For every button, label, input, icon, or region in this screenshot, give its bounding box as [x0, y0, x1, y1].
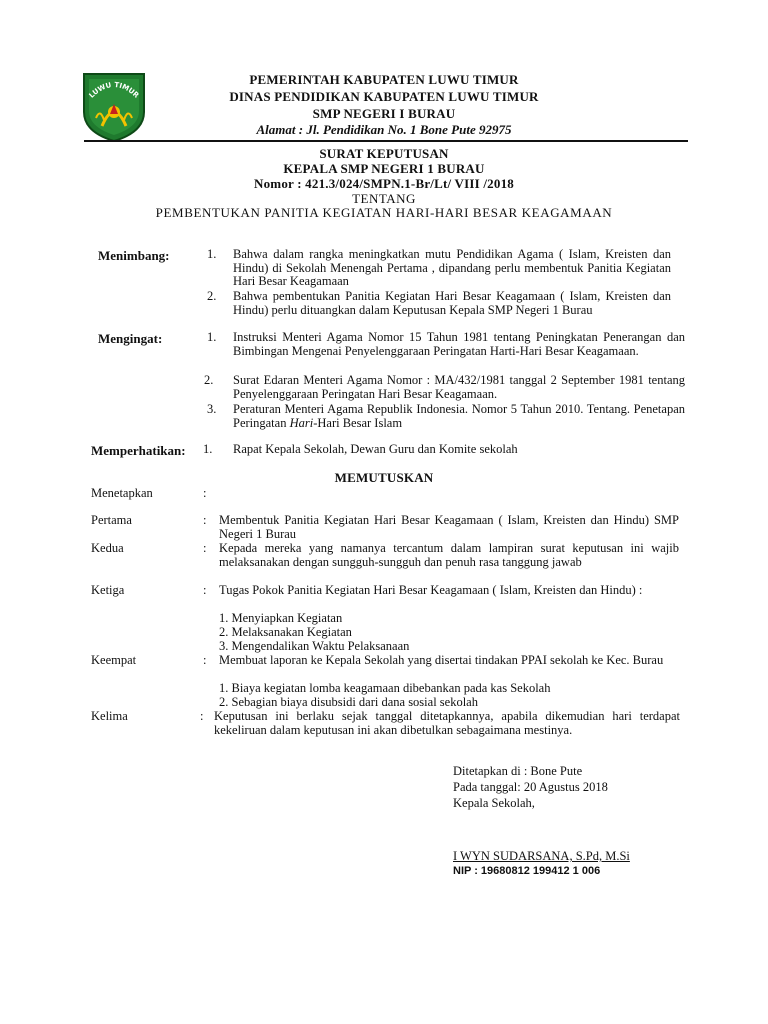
pertama-colon: :: [203, 513, 207, 527]
signature-nip: NIP : 19680812 199412 1 006: [453, 865, 601, 877]
keempat-label: Keempat: [91, 653, 137, 667]
signature-position: Kepala Sekolah,: [453, 796, 535, 810]
ketiga-subitem-1: 1. Menyiapkan Kegiatan: [219, 611, 343, 625]
keempat-subitem-2: 2. Sebagian biaya disubsidi dari dana sosial sekolah: [219, 695, 478, 709]
keempat-subitem-1: 1. Biaya kegiatan lomba keagamaan dibebankan pada kas Sekolah: [219, 681, 551, 695]
decree-issuer: KEPALA SMP NEGERI 1 BURAU: [283, 161, 485, 176]
letterhead-line-1: PEMERINTAH KABUPATEN LUWU TIMUR: [249, 72, 519, 87]
letterhead-line-3: SMP NEGERI I BURAU: [312, 106, 456, 121]
ketiga-label: Ketiga: [91, 583, 125, 597]
keempat-text: Membuat laporan ke Kepala Sekolah yang disertai tindakan PPAI sekolah ke Kec. Burau: [219, 653, 664, 667]
kedua-text: Kepada mereka yang namanya tercantum dalam lampiran surat keputusan ini wajib melaksanakan dengan sungguh-sungguh dan penuh rasa tanggung jawab: [219, 541, 679, 569]
menimbang-label: Menimbang:: [98, 248, 170, 263]
mengingat-label: Mengingat:: [98, 331, 163, 346]
menimbang-2-text: Bahwa pembentukan Panitia Kegiatan Hari Besar Keagamaan ( Islam, Kreisten dan Hindu) perlu dituangkan dalam Keputusan Kepala SMP Negeri 1 Burau: [233, 289, 671, 317]
pertama-text: Membentuk Panitia Kegiatan Hari Besar Keagamaan ( Islam, Kreisten dan Hindu) SMP Negeri 1 Burau: [219, 513, 679, 541]
ketiga-colon: :: [203, 583, 207, 597]
memperhatikan-label: Memperhatikan:: [91, 443, 186, 458]
logo-text: LUWU TIMUR: [87, 80, 141, 100]
decree-title: SURAT KEPUTUSAN: [319, 146, 449, 161]
keempat-colon: :: [203, 653, 207, 667]
memperhatikan-text: Rapat Kepala Sekolah, Dewan Guru dan Komite sekolah: [233, 442, 518, 456]
mengingat-3-num: 3.: [207, 402, 217, 416]
letterhead-address: Alamat : Jl. Pendidikan No. 1 Bone Pute 92975: [256, 122, 512, 137]
kelima-label: Kelima: [91, 709, 128, 723]
mengingat-2-num: 2.: [204, 373, 214, 387]
ketiga-subitem-3: 3. Mengendalikan Waktu Pelaksanaan: [219, 639, 410, 653]
kedua-colon: :: [203, 541, 207, 555]
mengingat-1-num: 1.: [207, 330, 217, 344]
ketiga-text: Tugas Pokok Panitia Kegiatan Hari Besar Keagamaan ( Islam, Kreisten dan Hindu) :: [219, 583, 643, 597]
mengingat-2-text: Surat Edaran Menteri Agama Nomor : MA/432/1981 tanggal 2 September 1981 tentang Penyelenggaraan Peringatan Hari Besar Keagamaan.: [233, 373, 685, 401]
menimbang-1-text: Bahwa dalam rangka meningkatkan mutu Pendidikan Agama ( Islam, Kreisten dan Hindu) di Sekolah Menengah Pertama , dipandang perlu membentuk Panitia Kegiatan Hari Besar Keagamaan: [233, 247, 671, 289]
signature-date: Pada tanggal: 20 Agustus 2018: [453, 780, 608, 794]
decree-number: Nomor : 421.3/024/SMPN.1-Br/Lt/ VIII /2018: [254, 176, 514, 191]
signature-place: Ditetapkan di : Bone Pute: [453, 764, 583, 778]
decree-subject: PEMBENTUKAN PANITIA KEGIATAN HARI-HARI BESAR KEAGAMAAN: [155, 205, 613, 220]
letterhead-line-2: DINAS PENDIDIKAN KABUPATEN LUWU TIMUR: [229, 89, 539, 104]
menimbang-1-num: 1.: [207, 247, 217, 261]
mengingat-3-text: Peraturan Menteri Agama Republik Indonesia. Nomor 5 Tahun 2010. Tentang. Penetapan Peringatan Hari-Hari Besar Islam: [233, 402, 685, 430]
kedua-label: Kedua: [91, 541, 124, 555]
kelima-text: Keputusan ini berlaku sejak tanggal ditetapkannya, apabila dikemudian hari terdapat kekeliruan dalam keputusan ini akan dibetulkan sebagaimana mestinya.: [214, 709, 680, 737]
decree-tentang: TENTANG: [352, 191, 416, 206]
mengingat-1-text: Instruksi Menteri Agama Nomor 15 Tahun 1981 tentang Peningkatan Penerangan dan Bimbingan Mengenai Penyelenggaraan Peringatan Harti-Hari Besar Keagamaan.: [233, 330, 685, 358]
menimbang-2-num: 2.: [207, 289, 217, 303]
menetapkan-colon: :: [203, 486, 207, 500]
kelima-colon: :: [200, 709, 204, 723]
signature-name: I WYN SUDARSANA, S.Pd, M.Si: [453, 849, 630, 863]
ketiga-subitem-2: 2. Melaksanakan Kegiatan: [219, 625, 352, 639]
memutuskan-heading: MEMUTUSKAN: [334, 470, 434, 485]
menetapkan-label: Menetapkan: [91, 486, 153, 500]
memperhatikan-num: 1.: [203, 442, 213, 456]
letterhead-rule: [84, 140, 688, 142]
pertama-label: Pertama: [91, 513, 132, 527]
